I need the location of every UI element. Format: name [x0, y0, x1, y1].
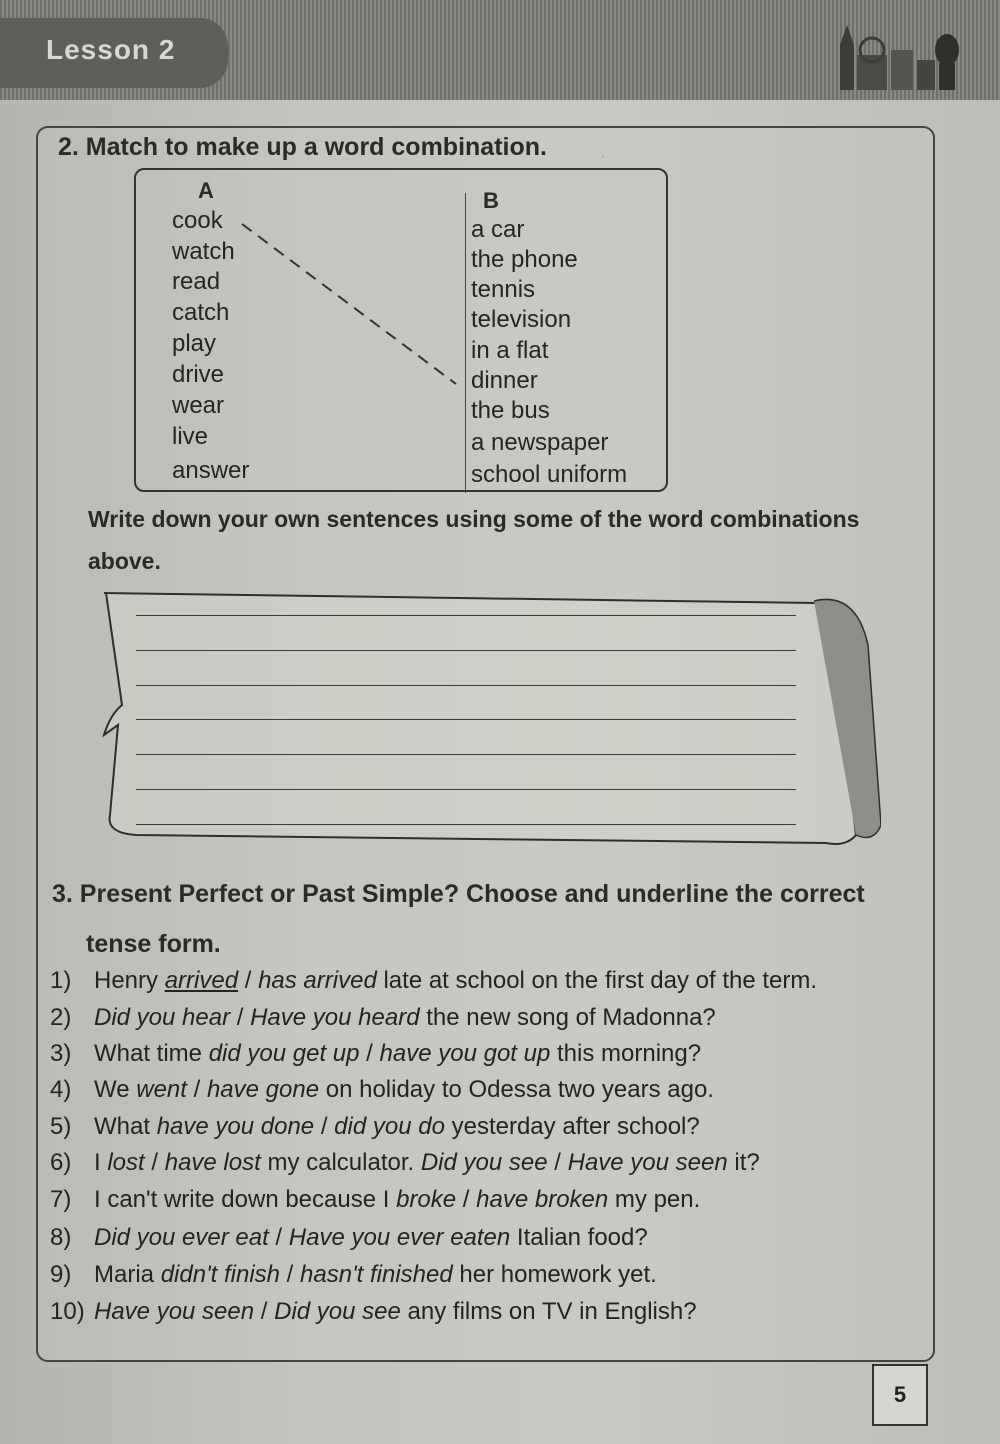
option-b[interactable]: have broken: [476, 1186, 609, 1213]
column-a-item[interactable]: drive: [172, 361, 225, 388]
question-row: 10) Have you seen / Did you see any films on TV in English?: [50, 1298, 697, 1325]
lesson-label: Lesson 2: [46, 34, 176, 65]
option-a[interactable]: Did you ever eat: [94, 1224, 269, 1251]
column-a-item[interactable]: catch: [172, 299, 230, 326]
column-a-item[interactable]: play: [172, 330, 217, 357]
column-b-item[interactable]: a newspaper: [471, 429, 609, 456]
column-b-item[interactable]: tennis: [471, 276, 536, 303]
option-b[interactable]: hasn't finished: [300, 1261, 453, 1288]
question-row: 7) I can't write down because I broke / have broken my pen.: [50, 1186, 701, 1213]
option-b[interactable]: have gone: [206, 1076, 320, 1103]
task2-instruction-line1: Write down your own sentences using some of the word combinations: [88, 506, 860, 532]
column-a-item[interactable]: answer: [172, 457, 250, 484]
option-b[interactable]: did you do: [334, 1113, 445, 1140]
column-b-item[interactable]: a car: [471, 216, 525, 243]
option-a[interactable]: lost: [107, 1149, 145, 1176]
question-row: 5) What have you done / did you do yesterday after school?: [50, 1113, 700, 1140]
option-a[interactable]: did you get up: [208, 1040, 360, 1067]
task2-instruction-line2: above.: [88, 548, 161, 574]
option-a[interactable]: Have you seen: [94, 1298, 255, 1325]
task3-title-line1: 3. Present Perfect or Past Simple? Choose and underline the correct: [52, 880, 865, 908]
option-b2[interactable]: Have you seen: [567, 1149, 728, 1176]
writing-line[interactable]: [136, 719, 796, 720]
column-b-item[interactable]: dinner: [471, 367, 538, 394]
option-a[interactable]: Did you hear: [94, 1004, 231, 1031]
question-row: 8) Did you ever eat / Have you ever eaten Italian food?: [50, 1224, 648, 1251]
page-number: 5: [872, 1364, 928, 1426]
column-divider: [465, 193, 466, 493]
column-b-item[interactable]: the phone: [471, 246, 578, 273]
column-a-item[interactable]: live: [172, 423, 209, 450]
option-a[interactable]: broke: [396, 1186, 457, 1213]
column-b-item[interactable]: the bus: [471, 397, 550, 424]
bleed-through: .: [600, 138, 607, 163]
column-b-header: B: [483, 188, 499, 213]
scroll-writing-area: [96, 585, 881, 850]
task3-title-line2: tense form.: [86, 930, 221, 958]
writing-line[interactable]: [136, 824, 796, 825]
option-b[interactable]: Did you see: [274, 1298, 401, 1325]
question-row: 4) We went / have gone on holiday to Odessa two years ago.: [50, 1076, 714, 1103]
question-row: 1) Henry arrived / has arrived late at school on the first day of the term.: [50, 967, 818, 994]
question-row: 3) What time did you get up / have you got up this morning?: [50, 1040, 702, 1067]
column-b-item[interactable]: in a flat: [471, 337, 549, 364]
task2-title: 2. Match to make up a word combination.: [58, 133, 547, 161]
option-b[interactable]: Have you heard: [250, 1004, 420, 1031]
writing-line[interactable]: [136, 789, 796, 790]
question-row: 6) I lost / have lost my calculator. Did you see / Have you seen it?: [50, 1149, 760, 1176]
writing-line[interactable]: [136, 754, 796, 755]
option-a[interactable]: have you done: [156, 1113, 315, 1140]
column-a-item[interactable]: wear: [172, 392, 225, 419]
column-a-item[interactable]: watch: [172, 238, 235, 265]
column-b-item[interactable]: television: [471, 306, 572, 333]
column-a-header: A: [198, 178, 214, 203]
column-b-item[interactable]: school uniform: [471, 461, 628, 488]
option-b[interactable]: have lost: [164, 1149, 261, 1176]
writing-line[interactable]: [136, 615, 796, 616]
option-b[interactable]: have you got up: [379, 1040, 551, 1067]
question-row: 2) Did you hear / Have you heard the new song of Madonna?: [50, 1004, 716, 1031]
london-skyline-icon: [835, 5, 965, 95]
option-a[interactable]: went: [136, 1076, 187, 1103]
column-a-item[interactable]: cook: [172, 207, 223, 234]
option-b[interactable]: has arrived: [258, 967, 377, 994]
writing-line[interactable]: [136, 650, 796, 651]
column-a-item[interactable]: read: [172, 268, 221, 295]
option-a[interactable]: didn't finish: [160, 1261, 281, 1288]
option-a[interactable]: arrived: [164, 967, 239, 994]
writing-line[interactable]: [136, 685, 796, 686]
option-b[interactable]: Have you ever eaten: [288, 1224, 511, 1251]
option-a2[interactable]: Did you see: [420, 1149, 548, 1176]
question-row: 9) Maria didn't finish / hasn't finished her homework yet.: [50, 1261, 657, 1288]
